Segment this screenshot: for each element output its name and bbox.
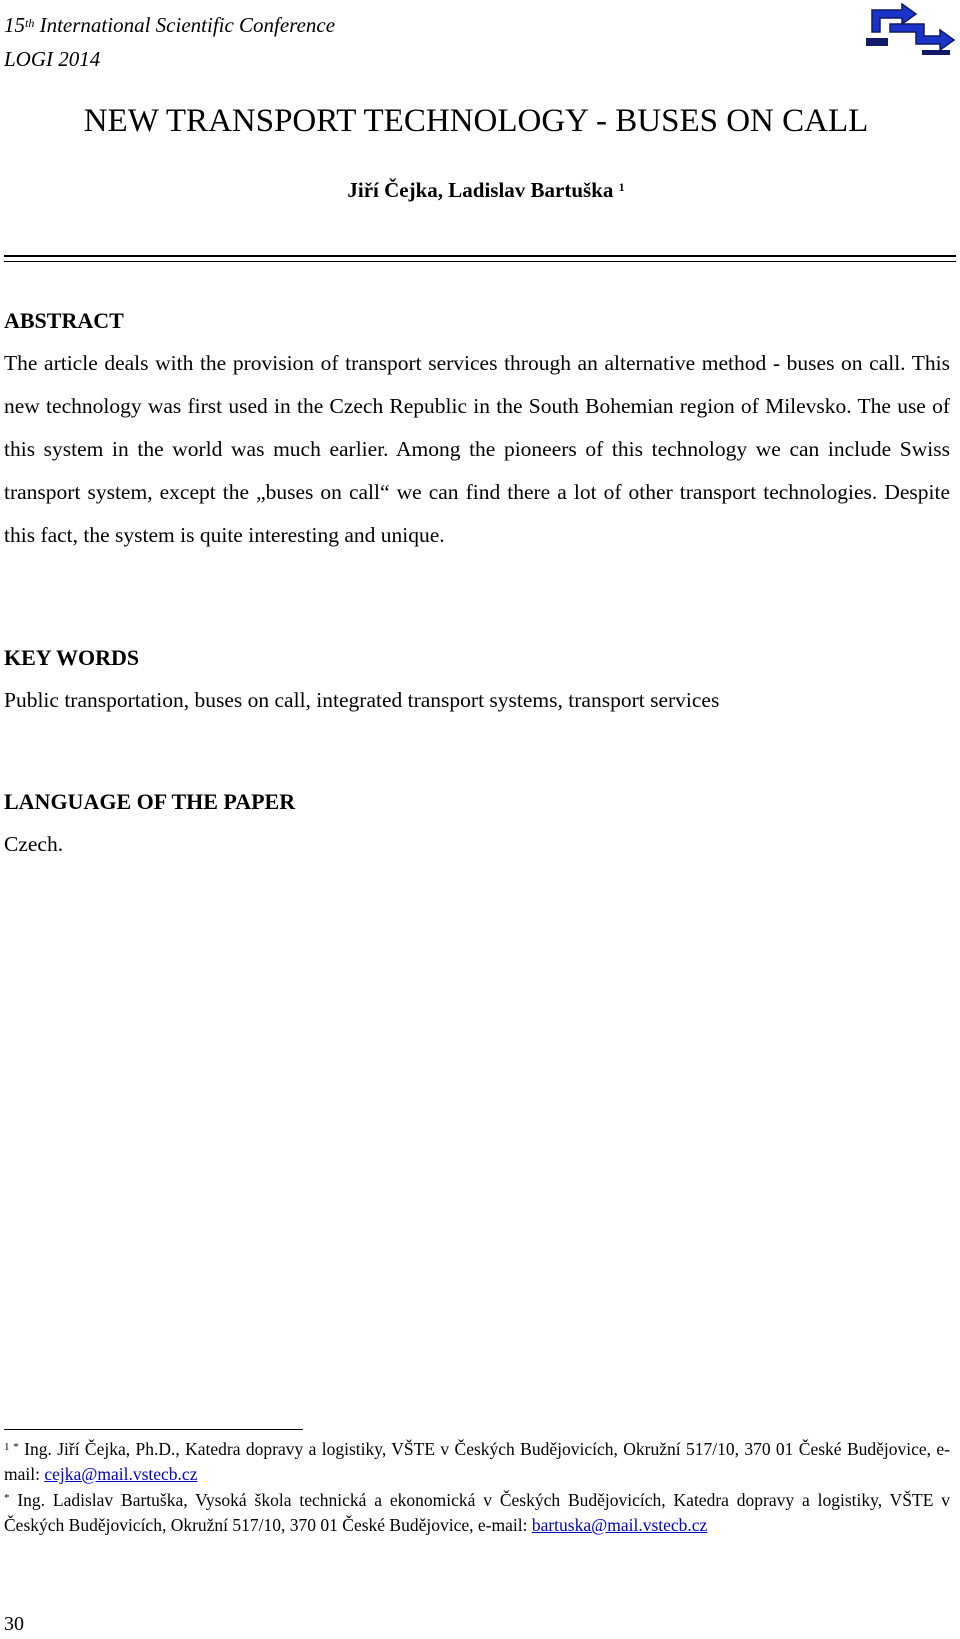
author-footnote-marker: 1 [618,180,625,194]
language-heading: LANGUAGE OF THE PAPER [4,789,296,814]
conference-number: 15 [4,13,25,37]
abstract-text: The article deals with the provision of transport services through an alternative method - buses on call. This new technology was first used in the Czech Republic in the South Bohemian region of Milevsko. The use of this system in the world was much earlier. Among the pioneers of this technology we can include Swiss transport system, except the „buses on call“ we can find there a lot of other transport technologies. Despite this fact, the system is quite interesting and unique. [4,351,950,547]
title-divider [4,255,956,257]
footnote-2-email-link[interactable]: bartuska@mail.vstecb.cz [531,1515,708,1535]
page-number: 30 [4,1613,24,1635]
conference-title [4,12,335,38]
conference-name: International Scientific Conference [34,13,336,37]
footnote-1-email-link[interactable]: cejka@mail.vstecb.cz [44,1464,198,1484]
footnote-1-marker: 1 * [4,1441,19,1453]
footnote-2-marker: * [4,1492,10,1504]
title-divider-thin [4,261,956,262]
paper-authors [0,177,960,203]
paper-title: NEW TRANSPORT TECHNOLOGY - BUSES ON CALL [83,103,869,139]
footnote-1-text: Ing. Jiří Čejka, Ph.D., Katedra dopravy a logistiky, VŠTE v Českých Budějovicích, Okružní 517/10, 370 01 České Budějovice, e-mail: [4,1439,950,1484]
keywords-heading: KEY WORDS [4,645,140,670]
conference-short-name: LOGI 2014 [4,47,101,71]
keywords-text: Public transportation, buses on call, integrated transport systems, transport services [4,688,720,712]
abstract-heading: ABSTRACT [4,308,124,333]
author-names: Jiří Čejka, Ladislav Bartuška [347,178,614,202]
footnote-1 [4,1437,950,1487]
footnote-2-text: Ing. Ladislav Bartuška, Vysoká škola technická a ekonomická v Českých Budějovicích, Katedra dopravy a logistiky, VŠTE v Českých Budějovicích, Okružní 517/10, 370 01 České Budějovice, e-mail: [4,1490,950,1535]
conference-number-suffix: th [25,16,35,30]
language-text: Czech. [4,832,64,856]
logi-logo-icon [862,2,956,58]
footnote-separator [4,1429,303,1430]
footnote-2 [4,1488,950,1538]
